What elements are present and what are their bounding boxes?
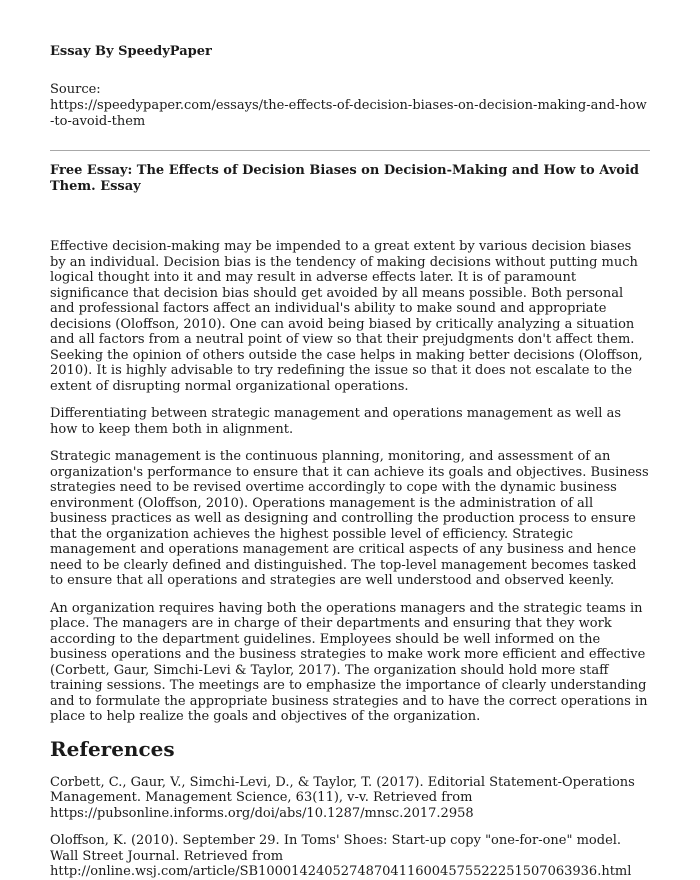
essay-paragraph: Effective decision-making may be impended to a great extent by various decision biases by an individual. Decision bias is the tendency of making decisions without putting much logical thought into it and may result in adverse effects later. It is of paramount significance that decision bias should get avoided by all means possible. Both personal and professional factors affect an individual's ability to make sound and appropriate decisions (Oloffson, 2010). One can avoid being biased by critically analyzing a situation and all factors from a neutral point of view so that their prejudgments don't affect them. Seeking the opinion of others outside the case helps in making better decisions (Oloffson, 2010). It is highly advisable to try redefining the issue so that it does not escalate to the extent of disrupting normal organizational operations.: [50, 239, 643, 394]
source-url[interactable]: https://speedypaper.com/essays/the-effects-of-decision-biases-on-decision-making-and-how-to-avoid-them: [50, 98, 647, 129]
reference-item: Corbett, C., Gaur, V., Simchi-Levi, D., & Taylor, T. (2017). Editorial Statement-Operations Management. Management Science, 63(11), v-v. Retrieved from https://pubsonline.informs.org/doi/abs/10.1287/mnsc.2017.2958: [50, 774, 635, 821]
document-header-title: Essay By SpeedyPaper: [50, 44, 212, 59]
essay-paragraph: Differentiating between strategic management and operations management as well as how to keep them both in alignment.: [50, 406, 622, 437]
header-divider: [50, 150, 650, 151]
essay-title: Free Essay: The Effects of Decision Biases on Decision-Making and How to Avoid Them. Essay: [50, 163, 640, 194]
essay-paragraph: An organization requires having both the operations managers and the strategic teams in place. The managers are in charge of their departments and ensuring that they work according to the department guidelines. Employees should be well informed on the business operations and the business strategies to make work more efficient and effective (Corbett, Gaur, Simchi-Levi & Taylor, 2017). The organization should hold more staff training sessions. The meetings are to emphasize the importance of clearly understanding and to formulate the appropriate business strategies and to have the correct operations in place to help realize the goals and objectives of the organization.: [50, 600, 648, 724]
essay-body: [50, 239, 650, 880]
source-label: Source:: [50, 82, 101, 97]
references-heading: References: [50, 736, 175, 761]
essay-paragraph: Strategic management is the continuous planning, monitoring, and assessment of an organization's performance to ensure that it can achieve its goals and objectives. Business strategies need to be revised overtime accordingly to cope with the dynamic business environment (Oloffson, 2010). Operations management is the administration of all business practices as well as designing and controlling the production process to ensure that the organization achieves the highest possible level of efficiency. Strategic management and operations management are critical aspects of any business and hence need to be clearly defined and distinguished. The top-level management becomes tasked to ensure that all operations and strategies are well understood and observed keenly.: [50, 449, 649, 588]
reference-item: Oloffson, K. (2010). September 29. In Toms' Shoes: Start-up copy "one-for-one" model. Wall Street Journal. Retrieved from http://online.wsj.com/article/SB10001424052748704116004575522251507063936.html: [50, 833, 632, 879]
